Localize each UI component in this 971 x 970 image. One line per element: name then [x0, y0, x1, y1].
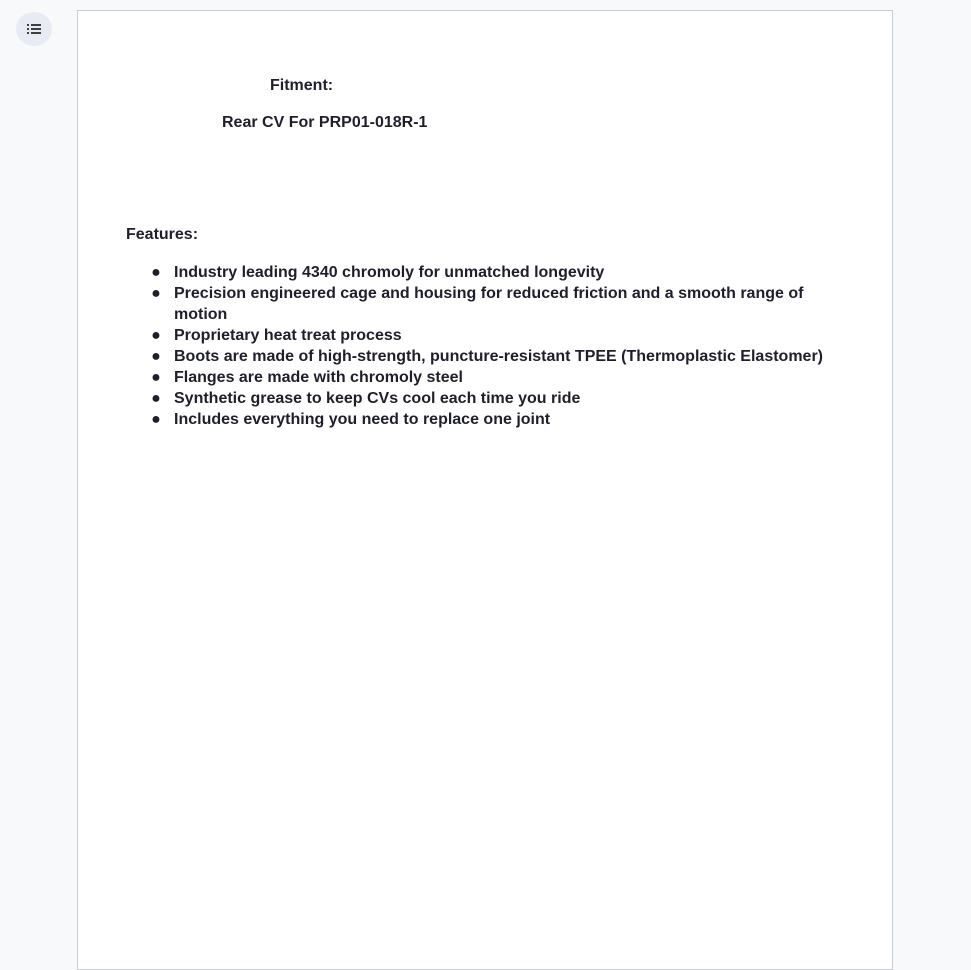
features-list	[151, 262, 844, 430]
document-outline-button[interactable]	[16, 12, 52, 46]
features-heading: Features:	[126, 226, 199, 243]
bullet-icon: ●	[151, 264, 161, 281]
bullet-icon: ●	[151, 327, 161, 344]
list-item	[151, 388, 844, 409]
list-item-text: Synthetic grease to keep CVs cool each time you ride	[174, 390, 581, 407]
bullet-icon: ●	[151, 369, 161, 386]
list-item-text: Proprietary heat treat process	[174, 327, 402, 344]
list-item-text: Boots are made of high-strength, puncture-resistant TPEE (Thermoplastic Elastomer)	[174, 348, 823, 365]
list-item-text: Flanges are made with chromoly steel	[174, 369, 463, 386]
list-item	[151, 283, 844, 325]
list-item-text: Industry leading 4340 chromoly for unmatched longevity	[174, 264, 605, 281]
list-item	[151, 346, 844, 367]
list-icon	[27, 24, 41, 34]
list-item-text: Precision engineered cage and housing for reduced friction and a smooth range of motion	[174, 285, 804, 323]
list-item	[151, 325, 844, 346]
fitment-heading: Fitment:	[270, 77, 334, 94]
bullet-icon: ●	[151, 390, 161, 407]
bullet-icon: ●	[151, 411, 161, 428]
bullet-icon: ●	[151, 285, 161, 302]
document-page[interactable]	[77, 10, 893, 970]
bullet-icon: ●	[151, 348, 161, 365]
list-item	[151, 367, 844, 388]
list-item-text: Includes everything you need to replace one joint	[174, 411, 551, 428]
list-item	[151, 262, 844, 283]
list-item	[151, 409, 844, 430]
fitment-value: Rear CV For PRP01-018R-1	[222, 114, 428, 131]
